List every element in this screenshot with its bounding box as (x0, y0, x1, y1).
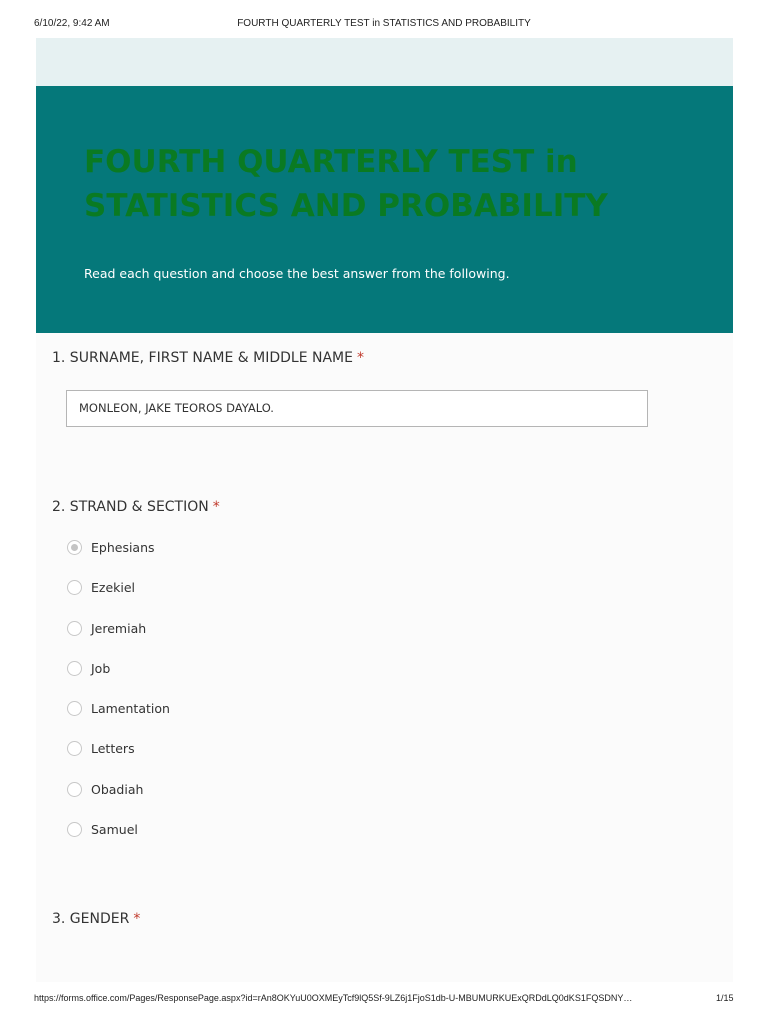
print-url: https://forms.office.com/Pages/ResponsePage.aspx?id=rAn8OKYuU0OXMEyTcf9lQ5Sf-9LZ6j1FjoS1db-U-MBUMURKUExQRDdLQ0dKS1FQSDNY… (34, 993, 633, 1003)
required-mark: * (212, 499, 220, 515)
option-obadiah[interactable] (67, 782, 467, 822)
option-samuel[interactable] (67, 822, 467, 862)
required-mark: * (356, 350, 364, 366)
question-2-label (52, 499, 220, 515)
form-banner (36, 86, 733, 333)
required-mark: * (133, 911, 141, 927)
question-1-label (52, 350, 364, 366)
radio-selected-icon[interactable] (67, 540, 82, 555)
question-3-text: 3. GENDER (52, 911, 130, 927)
option-label: Job (91, 660, 111, 676)
name-answer-field[interactable]: MONLEON, JAKE TEOROS DAYALO. (66, 390, 648, 427)
option-label: Jeremiah (91, 620, 147, 636)
option-label: Lamentation (91, 701, 170, 717)
option-label: Obadiah (91, 781, 144, 797)
option-jeremiah[interactable] (67, 621, 467, 661)
question-2-text: 2. STRAND & SECTION (52, 499, 209, 515)
radio-icon[interactable] (67, 822, 82, 837)
radio-icon[interactable] (67, 661, 82, 676)
option-label: Letters (91, 741, 135, 757)
option-job[interactable] (67, 661, 467, 701)
strand-options (67, 540, 467, 862)
print-datetime: 6/10/22, 9:42 AM (34, 18, 110, 29)
form-description: Read each question and choose the best answer from the following. (84, 266, 510, 281)
radio-icon[interactable] (67, 580, 82, 595)
radio-icon[interactable] (67, 741, 82, 756)
option-letters[interactable] (67, 741, 467, 781)
option-ephesians[interactable] (67, 540, 467, 580)
radio-icon[interactable] (67, 621, 82, 636)
print-page-title: FOURTH QUARTERLY TEST in STATISTICS AND PROBABILITY (237, 18, 531, 29)
radio-icon[interactable] (67, 701, 82, 716)
form-top-strip (36, 38, 733, 86)
question-3-label (52, 911, 140, 927)
print-header (0, 18, 768, 32)
option-lamentation[interactable] (67, 701, 467, 741)
option-label: Ezekiel (91, 580, 136, 596)
page-number: 1/15 (716, 993, 734, 1003)
option-ezekiel[interactable] (67, 580, 467, 620)
radio-icon[interactable] (67, 782, 82, 797)
option-label: Ephesians (91, 540, 155, 555)
option-label: Samuel (91, 822, 138, 838)
question-1-text: 1. SURNAME, FIRST NAME & MIDDLE NAME (52, 350, 353, 366)
form-title: FOURTH QUARTERLY TEST in STATISTICS AND PROBABILITY (84, 144, 608, 224)
